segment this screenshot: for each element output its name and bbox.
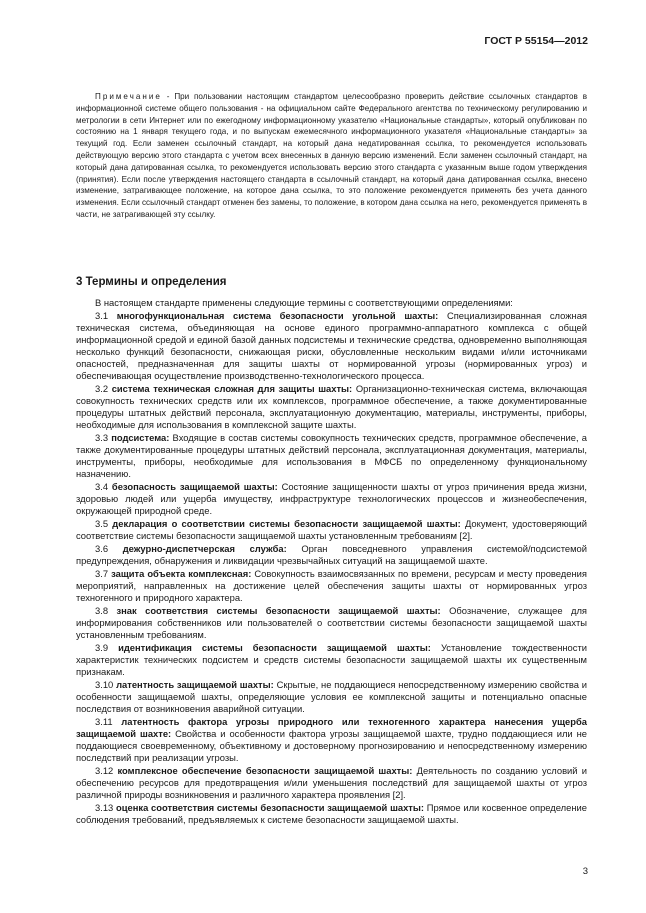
term-definition: Скрытые, не поддающиеся непосредственному измерению свойства и особенности защищаемой шахты, определяющие условия ее комплексной защиты и потенциально опасные последствия от возникновения аварийной ситуации. <box>76 679 588 714</box>
term-name: комплексное обеспечение безопасности защищаемой шахты: <box>117 765 413 776</box>
term-number: 3.1 <box>95 310 109 322</box>
term-name: дежурно-диспетчерская служба: <box>122 542 287 554</box>
term-number: 3.8 <box>95 605 109 617</box>
term-definition: Орган повседневного управления системой/подсистемой предупреждения, обнаружения и ликвидации чрезвычайных ситуаций на защищаемой шахте. <box>76 542 588 566</box>
term-number: 3.5 <box>95 517 109 529</box>
term-entry <box>76 716 587 764</box>
term-name: знак соответствия системы безопасности защищаемой шахты: <box>116 605 441 617</box>
section-intro: В настоящем стандарте применены следующие термины с соответствующими определениями: <box>95 297 513 308</box>
term-number: 3.4 <box>95 480 109 492</box>
note-label: Примечание <box>95 92 162 101</box>
term-definition: Входящие в состав системы совокупность технических средств, программное обеспечение, а также документированные процедуры штатных действий персонала, эксплуатационная документация, материалы, инструменты, приборы, необходимые для использования в МФСБ по определенному функциональному назначению. <box>76 431 587 479</box>
term-definition: Документ, удостоверяющий соответствие системы безопасности защищаемой шахты установленным требованиям [2]. <box>76 517 587 541</box>
term-name: декларация о соответствии системы безопасности защищаемой шахты: <box>112 517 461 529</box>
term-definition: Специализированная сложная техническая система, объединяющая на основе единого программно-аппаратного комплекса с общей информационной средой и единой базой данных подсистемы и технические средства, одновременно выполняющая несколько функций безопасности, снижающая риски, обусловленные нескольким видами и/или источниками опасностей, предназначенная для защиты шахты от нормированной угрозы (нормированных угроз) и обеспечивающая осуществление производственно-технологического процесса. <box>76 310 587 381</box>
term-entry <box>76 518 587 542</box>
term-definition: Свойства и особенности фактора угрозы защищаемой шахте, трудно поддающиеся или не поддающиеся своевременному, объективному и достоверному прогнозированию и непосредственному измерению последствий при реализации угрозы. <box>76 727 588 763</box>
term-definition: Организационно-техническая система, включающая совокупность технических средств или их комплексов, программное обеспечение, а также документированные процедуры штатных действий персонала, эксплуатационную документацию, материалы, инструменты, приборы, необходимые для использования в комплексной защите шахты. <box>76 382 588 430</box>
term-name: безопасность защищаемой шахты: <box>111 480 278 492</box>
term-entry <box>76 383 587 431</box>
term-number: 3.6 <box>95 542 109 554</box>
term-entry <box>76 310 587 381</box>
term-name: идентификация системы безопасности защищаемой шахты: <box>118 642 431 654</box>
term-entry <box>76 605 587 641</box>
section-title: 3 Термины и определения <box>76 276 227 288</box>
term-entry <box>76 642 587 678</box>
term-number: 3.7 <box>95 568 109 580</box>
term-definition: Состояние защищенности шахты от угроз причинения вреда жизни, здоровью людей или ущерба имуществу, инфраструктуре технологических процессов и жизнеобеспечения, окружающей природной среде. <box>76 480 588 516</box>
page-number: 3 <box>582 866 588 877</box>
term-definition: Совокупность взаимосвязанных по времени, ресурсам и месту проведения мероприятий, направленных на достижение целей обеспечения защиты шахты от нормированных угроз техногенного и природного характера. <box>76 568 587 603</box>
term-name: защита объекта комплексная: <box>111 568 252 580</box>
term-name: подсистема: <box>111 431 170 443</box>
term-number: 3.10 <box>95 679 114 691</box>
term-entry <box>76 802 587 826</box>
term-name: многофункциональная система безопасности угольной шахты: <box>116 310 439 322</box>
document-header: ГОСТ Р 55154—2012 <box>484 35 588 47</box>
term-name: система техническая сложная для защиты шахты: <box>111 382 353 394</box>
note-paragraph <box>76 91 587 221</box>
term-definition: Прямое или косвенное определение соблюдения требований, предъявляемых к системе безопасности защищаемой шахты. <box>76 802 587 825</box>
term-definition: Деятельность по созданию условий и обеспечению ресурсов для предотвращения и/или уменьшения последствий для защищаемой шахты от угроз различной природы возникновения и различного характера проявления [2]. <box>76 765 587 800</box>
term-entry <box>76 765 587 801</box>
term-entry <box>76 679 587 715</box>
term-name: латентность защищаемой шахты: <box>116 679 274 691</box>
term-entry <box>76 568 587 604</box>
term-number: 3.13 <box>95 802 114 814</box>
term-number: 3.2 <box>95 382 109 394</box>
term-number: 3.12 <box>95 765 114 776</box>
term-name: оценка соответствия системы безопасности защищаемой шахты: <box>116 802 425 814</box>
term-entry <box>76 543 587 567</box>
terms-list <box>76 310 587 826</box>
note-text: - При пользовании настоящим стандартом целесообразно проверить действие ссылочных стандартов в информационной системе общего пользования - на официальном сайте Федерального агентства по техническому регулированию и метрологии в сети Интернет или по ежегодному информационному указателю «Национальные стандарты», который опубликован по состоянию на 1 января текущего года, и по выпускам ежемесячного информационного указателя «Национальные стандарты» за текущий год. Если заменен ссылочный стандарт, на который дана недатированная ссылка, то рекомендуется использовать действующую версию этого стандарта с учетом всех внесенных в данную версию изменений. Если заменен ссылочный стандарт, на который дана датированная ссылка, то рекомендуется использовать версию этого стандарта с указанным выше годом утверждения (принятия). Если после утверждения настоящего стандарта в ссылочный стандарт, на который дана датированная ссылка, внесено изменение, затрагивающее положение, на которое дана ссылка, то это положение рекомендуется применять без учета данного изменения. Если ссылочный стандарт отменен без замены, то положение, в котором дана ссылка на него, рекомендуется применять в части, не затрагивающей эту ссылку. <box>76 92 587 219</box>
term-number: 3.11 <box>95 716 113 728</box>
term-definition: Установление тождественности характеристик технических подсистем и средств системы безопасности защищаемой шахты их существенным признакам. <box>76 642 587 677</box>
section-body <box>76 297 587 827</box>
term-number: 3.9 <box>95 642 109 654</box>
term-number: 3.3 <box>95 431 109 443</box>
term-name: латентность фактора угрозы природного или техногенного характера нанесения ущерба защищаемой шахте: <box>76 716 587 739</box>
term-definition: Обозначение, служащее для информирования собственников или пользователей о соответствии системы безопасности защищаемой шахты установленным требованиям. <box>76 605 588 640</box>
term-entry <box>76 432 587 480</box>
term-entry <box>76 481 587 517</box>
